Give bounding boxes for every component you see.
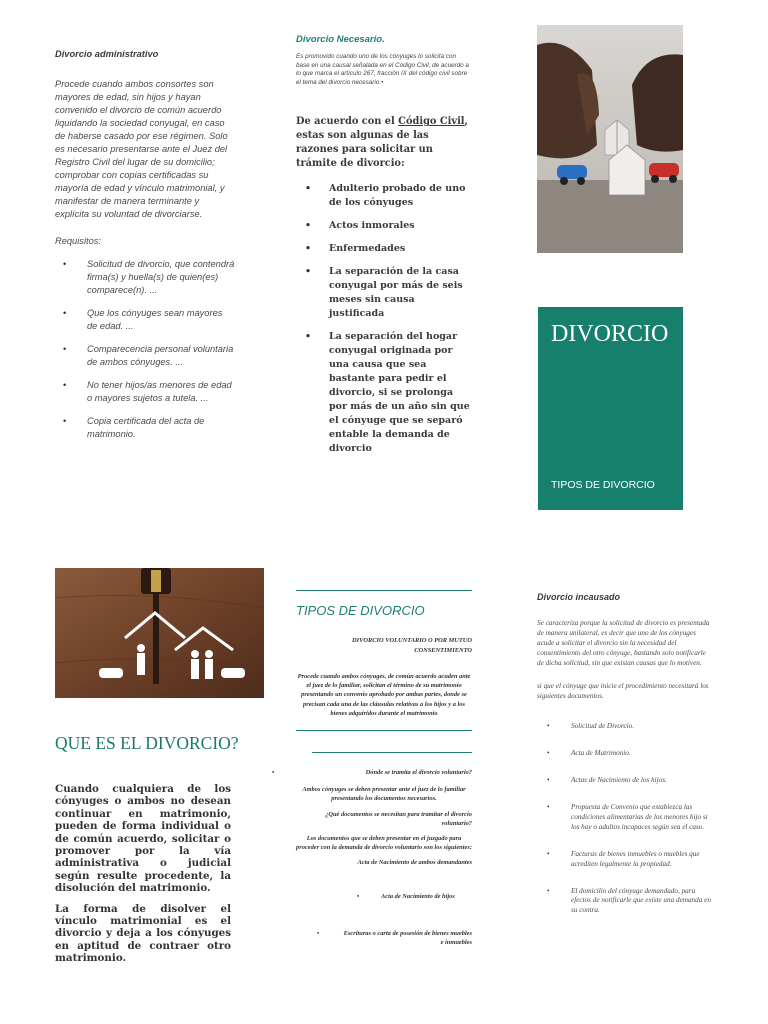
documents-list [296, 892, 472, 901]
faq-question: ¿Qué documentos se necesitan para tramitar el divorcio voluntario? [325, 810, 472, 827]
cover-panel [538, 307, 683, 510]
list-item: • Acta de Nacimiento de hijos [381, 892, 472, 901]
reasons-list [329, 182, 470, 456]
reasons-intro [296, 115, 470, 171]
list-item: • Facturas de bienes inmuebles o muebles que acrediten legalmente la propiedad. [571, 850, 713, 870]
list-item: • Comparecencia personal voluntaria de ambos cónyuges. ... [87, 343, 235, 369]
gavel-family-photo [55, 568, 264, 698]
intro-text: , estas son algunas de las razones para solicitar un trámite de divorcio: [296, 116, 468, 170]
voluntary-divorce-text: Procede cuando ambos cónyuges, de común acuerdo acuden ante el juez de lo familiar, solicitan el término de su matrimonio presentando un convenio aprobado por ambas partes, donde se precisan cada una de las cláusulas relativas a los hijos y a los bienes adquiridos durante el matrimonio [297, 673, 471, 717]
divider [312, 752, 472, 753]
list-item: • Actos inmorales [329, 219, 470, 233]
paragraph: si que el cónyuge que inicie el procedimiento necesitará los siguientes documentos. [537, 682, 709, 701]
list-item: • Acta de Matrimonio. [571, 749, 713, 759]
administrative-divorce-section [55, 48, 235, 451]
necessary-divorce-section [296, 34, 470, 465]
list-item: • Solicitud de divorcio, que contendrá firma(s) y huella(s) de quien(es) comparece(n). ... [87, 258, 235, 297]
list-item: • El domicilio del cónyuge demandado, para efectos de notificarle que existe una demanda en su contra. [571, 887, 713, 917]
list-item: • Enfermedades [329, 242, 470, 256]
section-heading: Divorcio administrativo [55, 49, 159, 59]
faq-list [296, 768, 472, 777]
faq-answer: Los documentos que se deben presentar en el juzgado para proceder con la demanda de divorcio voluntario son los siguientes: [296, 835, 472, 852]
requirements-label: Requisitos: [55, 236, 101, 246]
paragraph: Se caracteriza porque la solicitud de divorcio es presentada de manera unilateral, es decir que uno de los cónyuges acude a solicitar el divorcio sin la necesidad del consentimiento del otro cónyuge, bastando solo notificarle de dicha solicitud, sin que existan causas que lo motiven. [537, 618, 710, 667]
section-heading: TIPOS DE DIVORCIO [296, 603, 425, 618]
list-item: • Solicitud de Divorcio. [571, 722, 713, 732]
cover-title: DIVORCIO [551, 321, 669, 347]
voluntary-divorce-subheading: DIVORCIO VOLUNTARIO O POR MUTUO CONSENTIMIENTO [351, 637, 472, 654]
list-item: • Escrituras o carta de posesión de bienes muebles e inmuebles [341, 929, 472, 947]
documents-list [571, 722, 713, 916]
section-intro-small: Es promovido cuando uno de los cónyuges lo solicita con base en una causal señalada en el Código Civil, de acuerdo a lo que marca el artículo 267, fracción IX del código civil sobre el tema del divorcio necesario.• [296, 53, 469, 86]
section-body: Procede cuando ambos consortes son mayores de edad, sin hijos y hayan convenido el divorcio de común acuerdo liquidando la sociedad conyugal, en caso de haberse casado por ese régimen. Solo es necesario presentarse ante el Juez del Registro Civil del lugar de su domicilio; comprobar con copias certificadas su mayoría de edad y vínculo matrimonial, y manifestar de manera terminante y explícita su voluntad de divorciarse. [55, 79, 228, 219]
list-item: • Adulterio probado de uno de los cónyuges [329, 182, 470, 210]
divider [296, 730, 472, 731]
question-heading: QUE ES EL DIVORCIO? [55, 733, 239, 753]
couple-hands-houses-photo [537, 25, 683, 253]
document-item: Acta de Nacimiento de ambos demandantes [357, 859, 472, 867]
section-heading: Divorcio incausado [537, 592, 621, 602]
no-fault-divorce-section [537, 593, 713, 933]
paragraph: Cuando cualquiera de los cónyuges o ambos no desean continuar en matrimonio, pueden de forma individual o de común acuerdo, solicitar o promover por la vía administrativa o judicial según resulte procedente, la disolución del matrimonio. [55, 783, 231, 895]
intro-text: De acuerdo con el [296, 116, 399, 128]
requirements-list [87, 258, 235, 441]
divorce-types-section [296, 590, 472, 947]
list-item: • Copia certificada del acta de matrimonio. [87, 415, 235, 441]
documents-list [296, 929, 472, 947]
list-item: • Actas de Nacimiento de los hijos. [571, 776, 713, 786]
list-item: • La separación de la casa conyugal por más de seis meses sin causa justificada [329, 265, 470, 321]
civil-code-link[interactable]: Código Civil [398, 116, 465, 128]
cover-subtitle: TIPOS DE DIVORCIO [551, 479, 655, 491]
list-item: • Dónde se tramita el divorcio voluntario? [296, 768, 472, 777]
list-item: • La separación del hogar conyugal originada por una causa que sea bastante para pedir el divorcio, si se prolonga por más de un año sin que el cónyuge que se separó entable la demanda de divorcio [329, 330, 470, 456]
list-item: • Propuesta de Convenio que establezca las condiciones alimentarias de los menores hijo si los hay o adultos incapaces según sea el caso. [571, 803, 713, 833]
question-body [55, 783, 231, 973]
paragraph: La forma de disolver el vínculo matrimonial es el divorcio y deja a los cónyuges en aptitud de contraer otro matrimonio. [55, 902, 231, 965]
section-heading: Divorcio Necesario. [296, 34, 385, 45]
faq-answer: Ambos cónyuges se deben presentar ante el juez de lo familiar presentando los documentos necesarios. [302, 786, 466, 803]
list-item: • Que los cónyuges sean mayores de edad. ... [87, 307, 235, 333]
list-item: • No tener hijos/as menores de edad o mayores sujetos a tutela. ... [87, 379, 235, 405]
divider [296, 590, 472, 591]
